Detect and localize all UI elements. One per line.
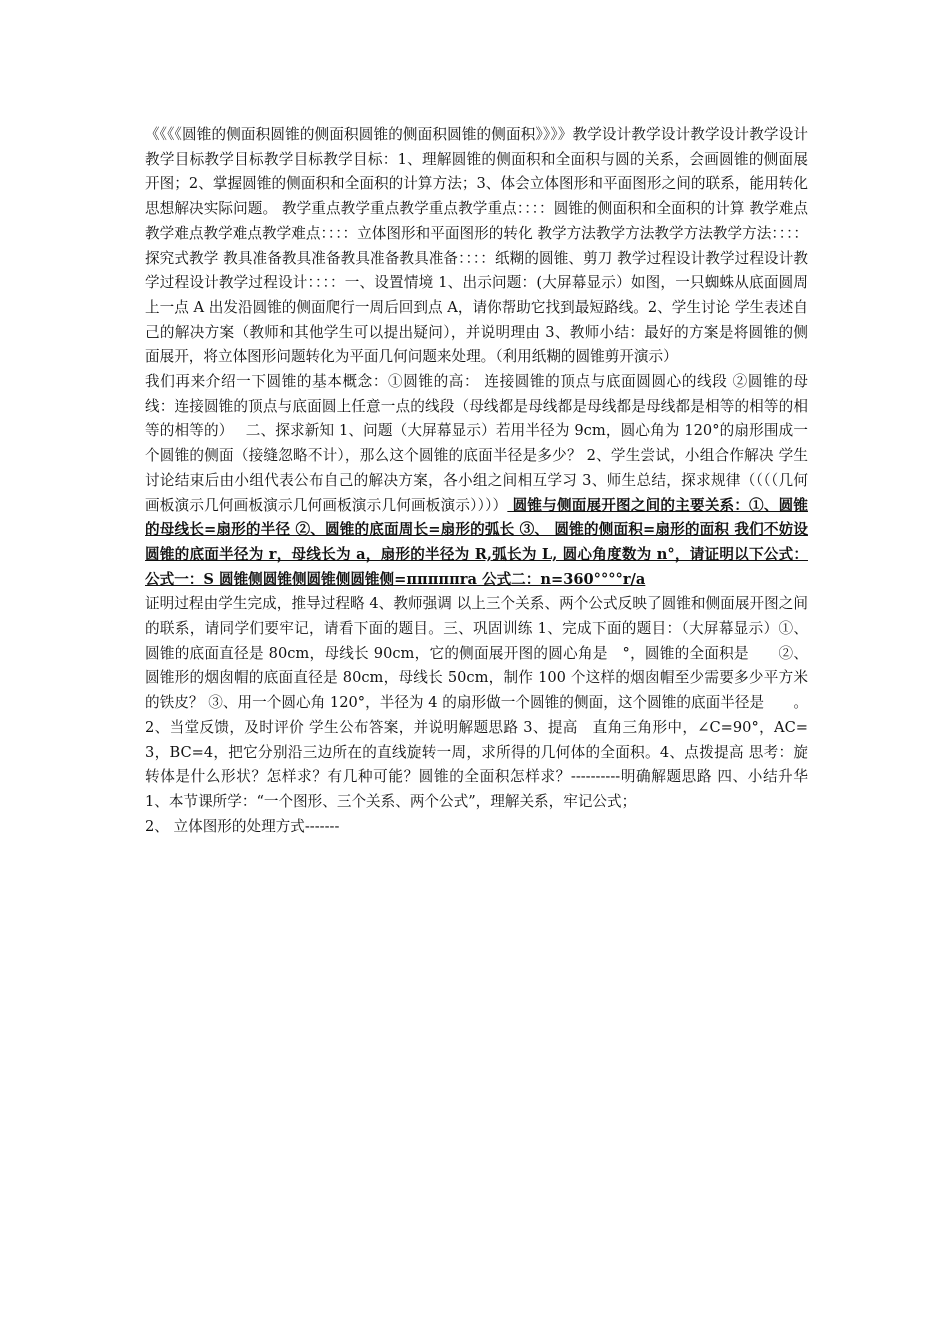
paragraph-cone-concepts [145,370,808,592]
document-page [145,123,808,839]
paragraph-cone-concepts-text: 我们再来介绍一下圆锥的基本概念：①圆锥的高： 连接圆锥的顶点与底面圆圆心的线段 ②圆锥的母线：连接圆锥的顶点与底面圆上任意一点的线段（母线都是母线都是母线都是母线都是相等的相等的相等的相等的） 二、探求新知 1、问题（大屏幕显示）若用半径为 9cm，圆心角为 120°的扇形围成一个圆锥的侧面（接缝忽略不计），那么这个圆锥的底面半径是多少？ 2、学生尝试，小组合作解决 学生讨论结束后由小组代表公布自己的解决方案，各小组之间相互学习 3、师生总结，探求规律（（（（几何画板演示几何画板演示几何画板演示几何画板演示）））） [145,373,808,514]
paragraph-practice: 证明过程由学生完成，推导过程略 4、教师强调 以上三个关系、两个公式反映了圆锥和侧面展开图之间的联系，请同学们要牢记，请看下面的题目。三、巩固训练 1、完成下面的题目：（大屏幕显示）①、圆锥的底面直径是 80cm，母线长 90cm，它的侧面展开图的圆心角是 °，圆锥的全面积是 ②、圆锥形的烟囱帽的底面直径是 80cm，母线长 50cm，制作 100 个这样的烟囱帽至少需要多少平方米的铁皮？ ③、用一个圆心角 120°，半径为 4 的扇形做一个圆锥的侧面，这个圆锥的底面半径是 。2、当堂反馈，及时评价 学生公布答案，并说明解题思路 3、提高 直角三角形中，∠C=90°，AC=3，BC=4，把它分别沿三边所在的直线旋转一周，求所得的几何体的全面积。4、点拨提高 思考：旋转体是什么形状？怎样求？有几种可能？圆锥的全面积怎样求？----------明确解题思路 四、小结升华 1、本节课所学：“一个图形、三个关系、两个公式”，理解关系，牢记公式； [145,595,808,810]
key-relations-formulas: 圆锥与侧面展开图之间的主要关系：①、圆锥的母线长=扇形的半径 ②、圆锥的底面周长=扇形的弧长 ③、 圆锥的侧面积=扇形的面积 我们不妨设圆锥的底面半径为 r，母线长为 a，扇形的半径为 R,弧长为 L, 圆心角度数为 n°，请证明以下公式：公式一：S 圆锥侧圆锥侧圆锥侧圆锥侧=πππππra 公式二：n=360°°°°r/a [145,496,808,588]
paragraph-lesson-intro: 《《《《圆锥的侧面积圆锥的侧面积圆锥的侧面积圆锥的侧面积》》》》教学设计教学设计教学设计教学设计 教学目标教学目标教学目标教学目标：1、理解圆锥的侧面积和全面积与圆的关系，会画圆锥的侧面展开图；2、掌握圆锥的侧面积和全面积的计算方法；3、体会立体图形和平面图形之间的联系，能用转化思想解决实际问题。 教学重点教学重点教学重点教学重点：：：：圆锥的侧面积和全面积的计算 教学难点教学难点教学难点教学难点：：：：立体图形和平面图形的转化 教学方法教学方法教学方法教学方法：：：：探究式教学 教具准备教具准备教具准备教具准备：：：：纸糊的圆锥、剪刀 教学过程设计教学过程设计教学过程设计教学过程设计：：：：一、设置情境 1、出示问题：(大屏幕显示）如图，一只蜘蛛从底面圆周上一点 A 出发沿圆锥的侧面爬行一周后回到点 A，请你帮助它找到最短路线。2、学生讨论 学生表述自己的解决方案（教师和其他学生可以提出疑问），并说明理由 3、教师小结：最好的方案是将圆锥的侧面展开，将立体图形问题转化为平面几何问题来处理。（利用纸糊的圆锥剪开演示） [145,126,808,366]
paragraph-summary: 2、 立体图形的处理方式------- [145,817,340,835]
